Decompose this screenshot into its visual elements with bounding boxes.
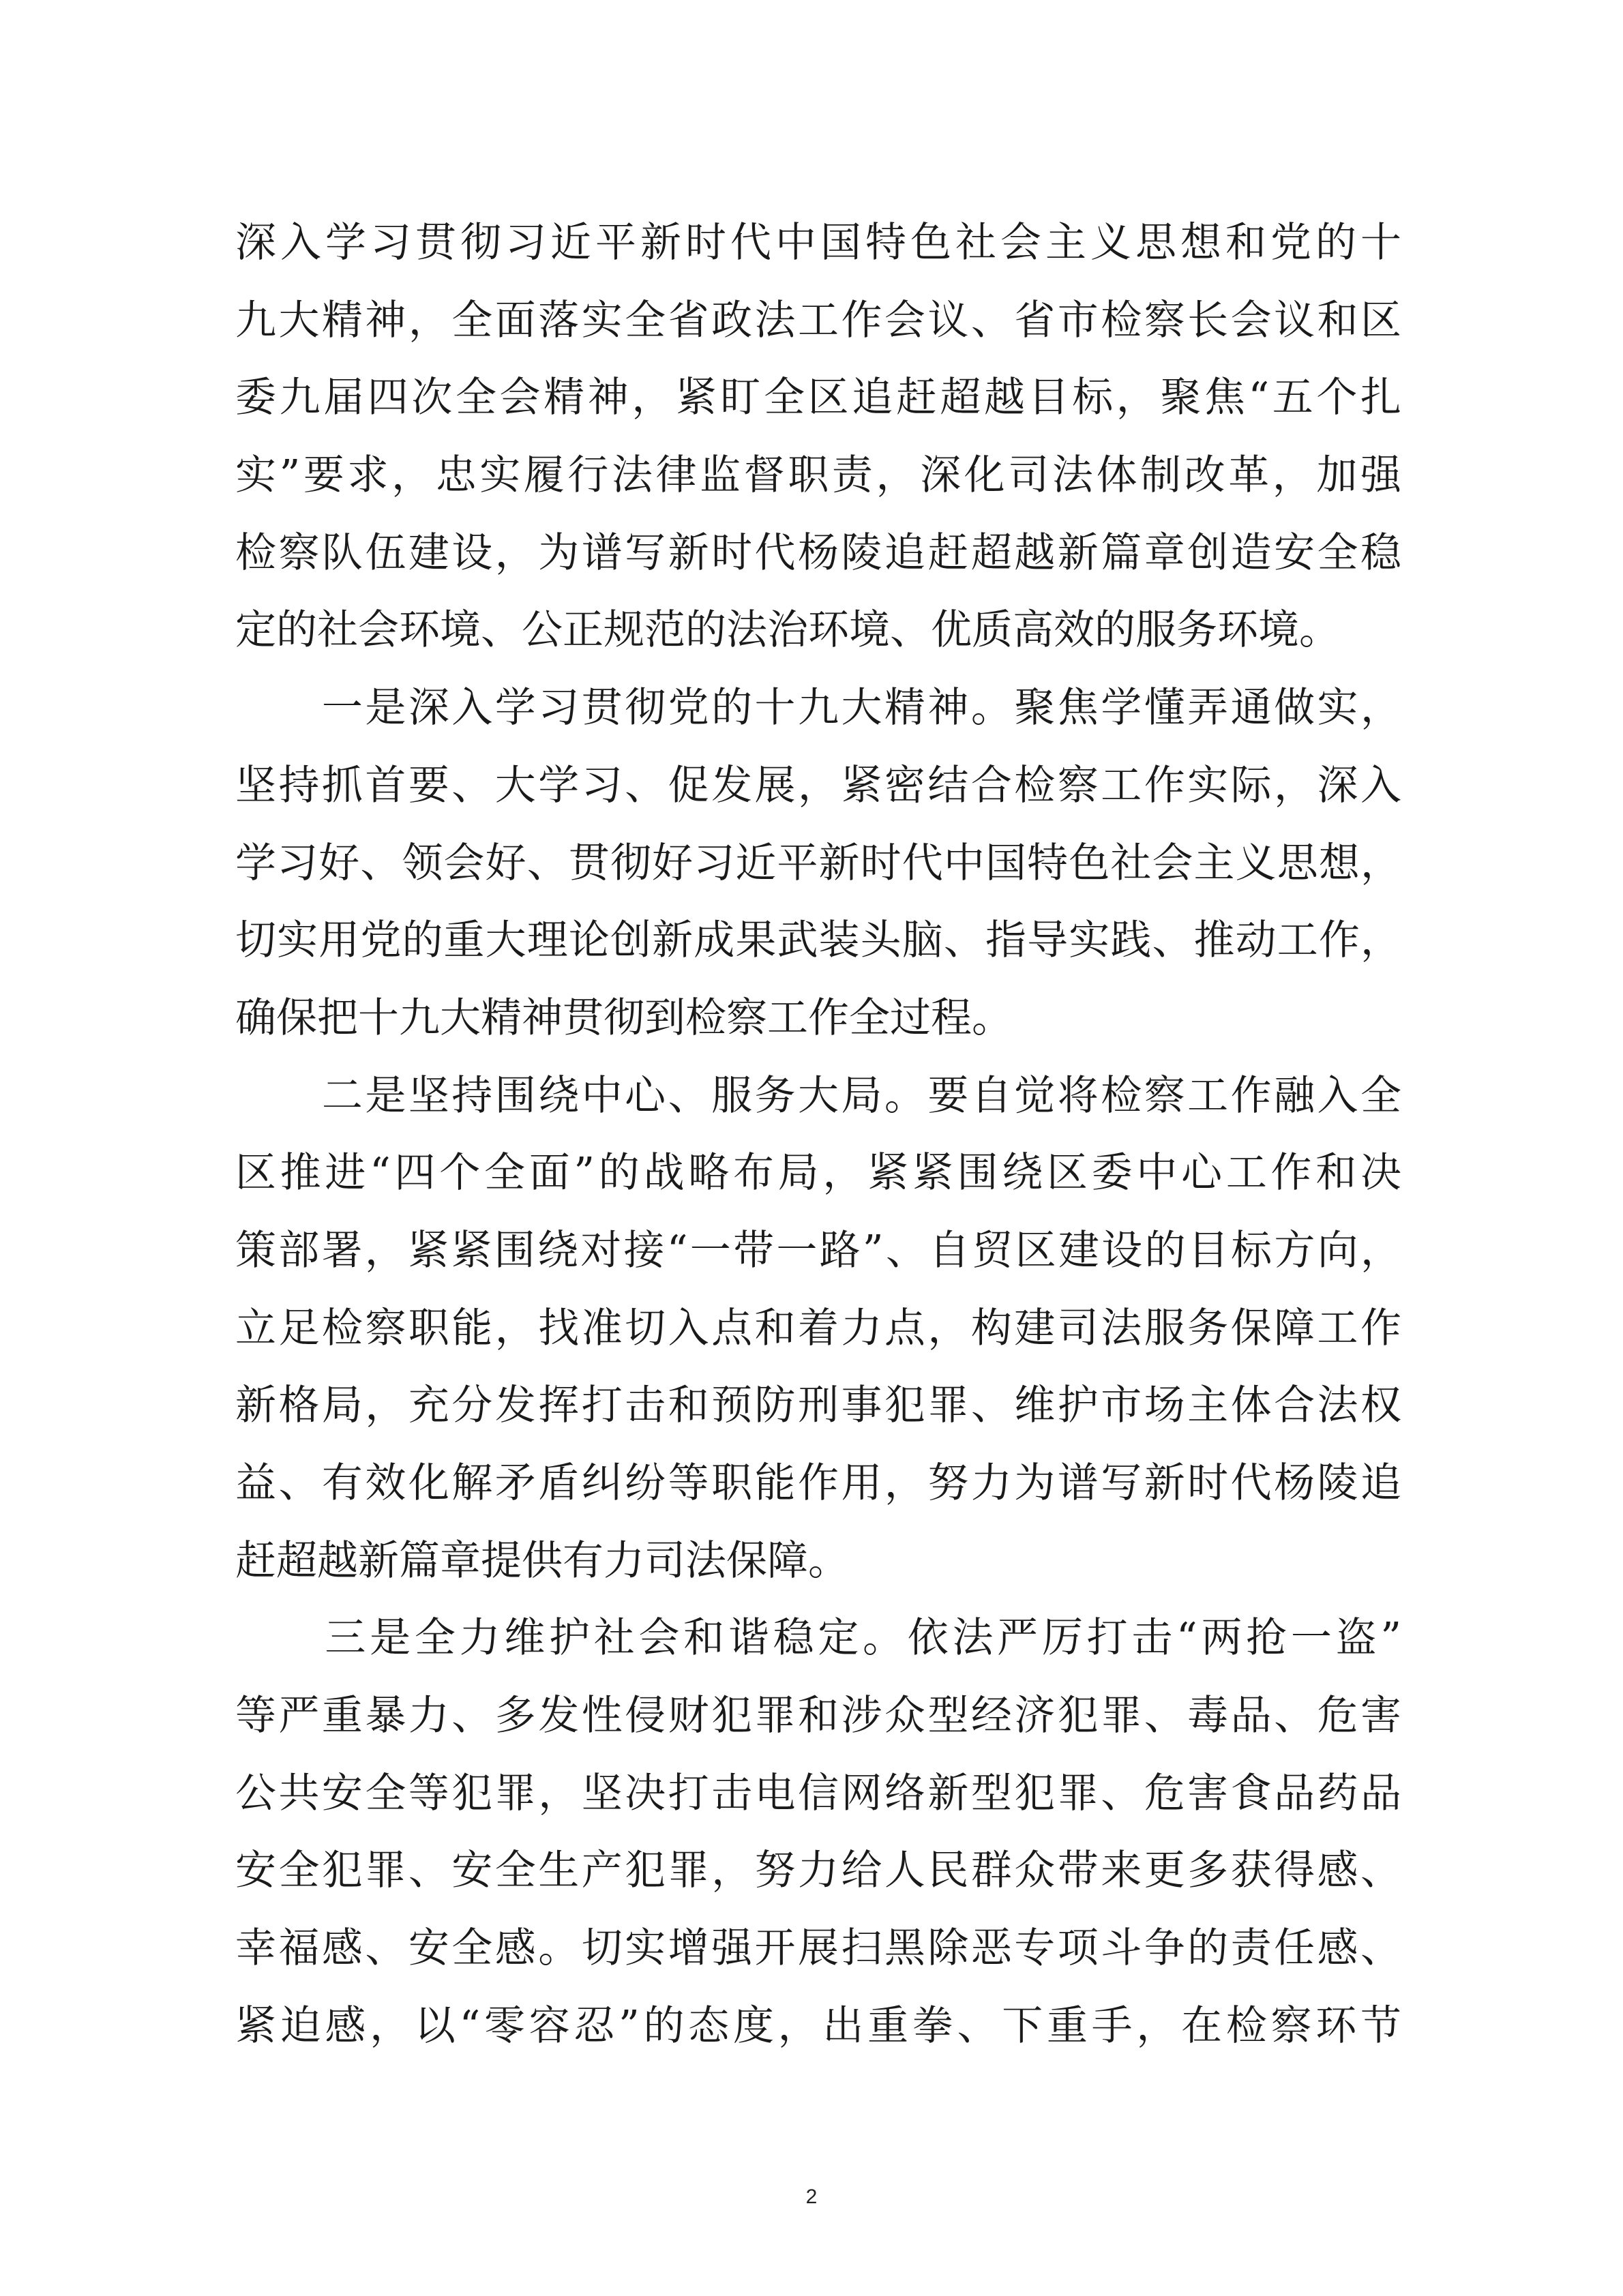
- text-line: 安全犯罪、安全生产犯罪，努力给人民群众带来更多获得感、: [235, 1847, 1401, 1895]
- text-line: 坚持抓首要、大学习、促发展，紧密结合检察工作实际，深入: [235, 761, 1401, 809]
- text-line: 策部署，紧紧围绕对接“一带一路”、自贸区建设的目标方向，: [235, 1226, 1401, 1274]
- text-line: 二是坚持围绕中心、服务大局。要自觉将检察工作融入全: [235, 1071, 1401, 1120]
- text-line: 检察队伍建设，为谱写新时代杨陵追赶超越新篇章创造安全稳: [235, 528, 1401, 577]
- text-line: 区推进“四个全面”的战略布局，紧紧围绕区委中心工作和决: [235, 1149, 1401, 1197]
- text-line: 九大精神，全面落实全省政法工作会议、省市检察长会议和区: [235, 296, 1401, 344]
- text-line: 切实用党的重大理论创新成果武装头脑、指导实践、推动工作，: [235, 916, 1401, 965]
- text-line: 益、有效化解矛盾纠纷等职能作用，努力为谱写新时代杨陵追: [235, 1459, 1401, 1507]
- text-line: 确保把十九大精神贯彻到检察工作全过程。: [235, 994, 1013, 1042]
- text-line: 公共安全等犯罪，坚决打击电信网络新型犯罪、危害食品药品: [235, 1769, 1401, 1817]
- text-line: 三是全力维护社会和谐稳定。依法严厉打击“两抢一盗”: [235, 1614, 1401, 1663]
- text-line: 等严重暴力、多发性侵财犯罪和涉众型经济犯罪、毒品、危害: [235, 1692, 1401, 1740]
- text-line: 一是深入学习贯彻党的十九大精神。聚焦学懂弄通做实，: [235, 684, 1401, 732]
- text-line: 定的社会环境、公正规范的法治环境、优质高效的服务环境。: [235, 606, 1340, 655]
- page-number: 2: [805, 2186, 818, 2208]
- text-line: 深入学习贯彻习近平新时代中国特色社会主义思想和党的十: [235, 219, 1401, 267]
- text-line: 赶超越新篇章提供有力司法保障。: [235, 1536, 849, 1585]
- text-line: 紧迫感，以“零容忍”的态度，出重拳、下重手，在检察环节: [235, 2001, 1401, 2050]
- text-line: 学习好、领会好、贯彻好习近平新时代中国特色社会主义思想，: [235, 839, 1401, 887]
- text-line: 幸福感、安全感。切实增强开展扫黑除恶专项斗争的责任感、: [235, 1924, 1401, 1973]
- text-line: 委九届四次全会精神，紧盯全区追赶超越目标，聚焦“五个扎: [235, 374, 1401, 422]
- text-line: 实”要求，忠实履行法律监督职责，深化司法体制改革，加强: [235, 451, 1401, 500]
- body-text: [235, 205, 1401, 2066]
- text-line: 立足检察职能，找准切入点和着力点，构建司法服务保障工作: [235, 1304, 1401, 1352]
- text-line: 新格局，充分发挥打击和预防刑事犯罪、维护市场主体合法权: [235, 1382, 1401, 1430]
